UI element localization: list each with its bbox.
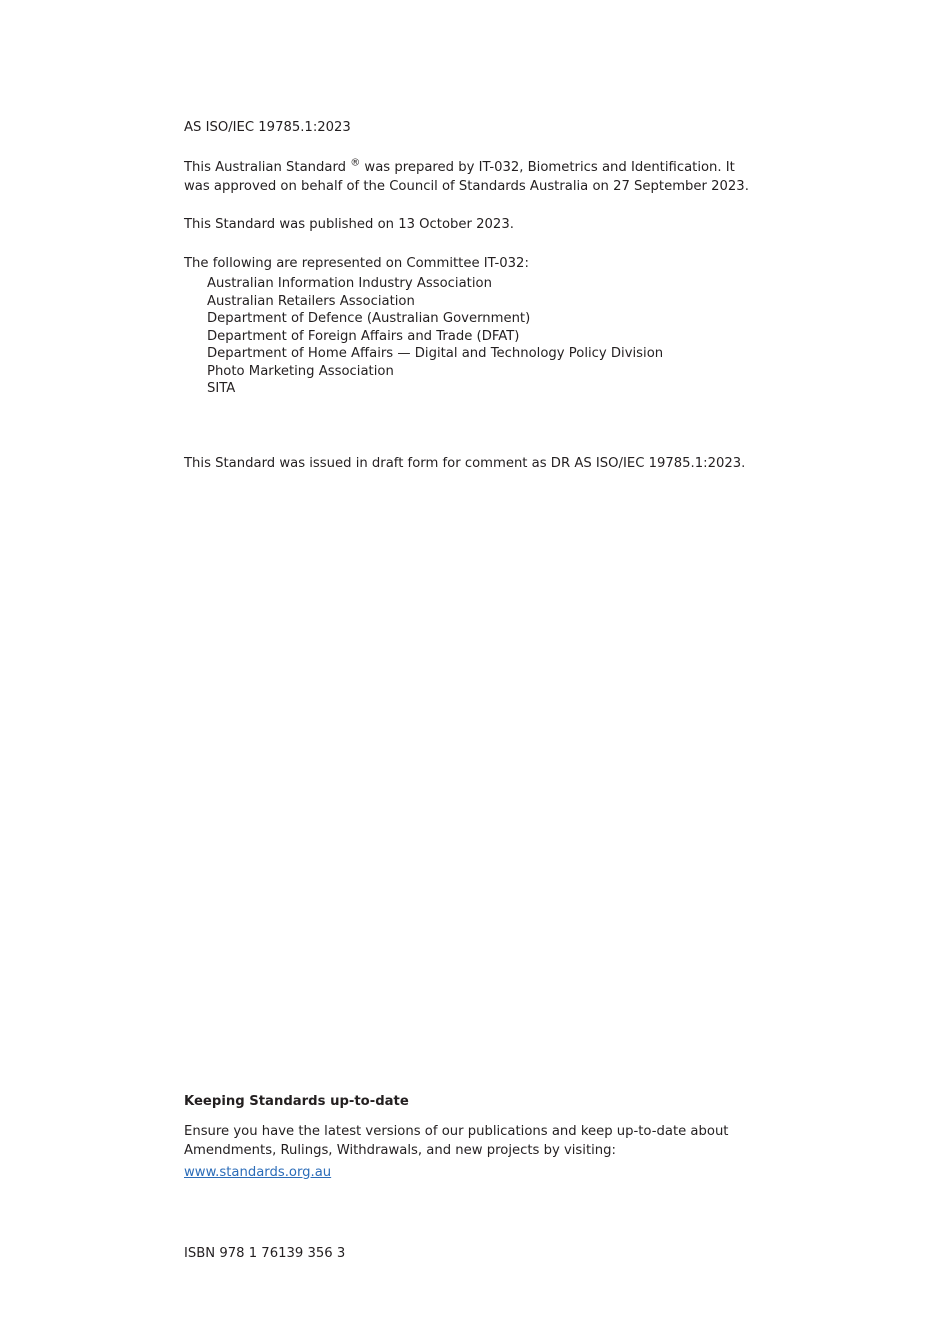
standard-identifier: AS ISO/IEC 19785.1:2023 [184, 120, 351, 135]
list-item: Department of Foreign Affairs and Trade (DFAT) [207, 328, 520, 344]
list-item: SITA [207, 381, 236, 397]
publication-paragraph: This Standard was published on 13 October 2023. [184, 216, 514, 232]
page-content [184, 118, 764, 473]
preparation-paragraph [184, 158, 764, 197]
draft-form-note: This Standard was issued in draft form for comment as DR AS ISO/IEC 19785.1:2023. [184, 456, 746, 472]
list-item: Photo Marketing Association [207, 363, 394, 379]
standards-website-link[interactable]: www.standards.org.au [184, 1164, 332, 1180]
keeping-standards-section [184, 1094, 764, 1180]
committee-intro: The following are represented on Committee IT-032: [184, 255, 529, 271]
list-item: Australian Retailers Association [207, 293, 415, 309]
footer-heading: Keeping Standards up-to-date [184, 1094, 409, 1109]
list-item: Department of Defence (Australian Government) [207, 311, 531, 327]
preparation-text-part1: This Australian Standard [184, 160, 351, 176]
registered-trademark-icon: ® [350, 157, 361, 169]
footer-body-text: Ensure you have the latest versions of our publications and keep up-to-date about Amendments, Rulings, Withdrawals, and new projects by visiting: [184, 1124, 729, 1159]
list-item: Department of Home Affairs — Digital and Technology Policy Division [207, 346, 664, 362]
preparation-text-part2: was prepared by IT-032, Biometrics and Identification. It was approved on behalf of the Council of Standards Australia on 27 September 2023. [184, 160, 749, 195]
isbn-number: ISBN 978 1 76139 356 3 [184, 1246, 346, 1261]
list-item: Australian Information Industry Association [207, 276, 492, 292]
committee-member-list [184, 275, 764, 398]
